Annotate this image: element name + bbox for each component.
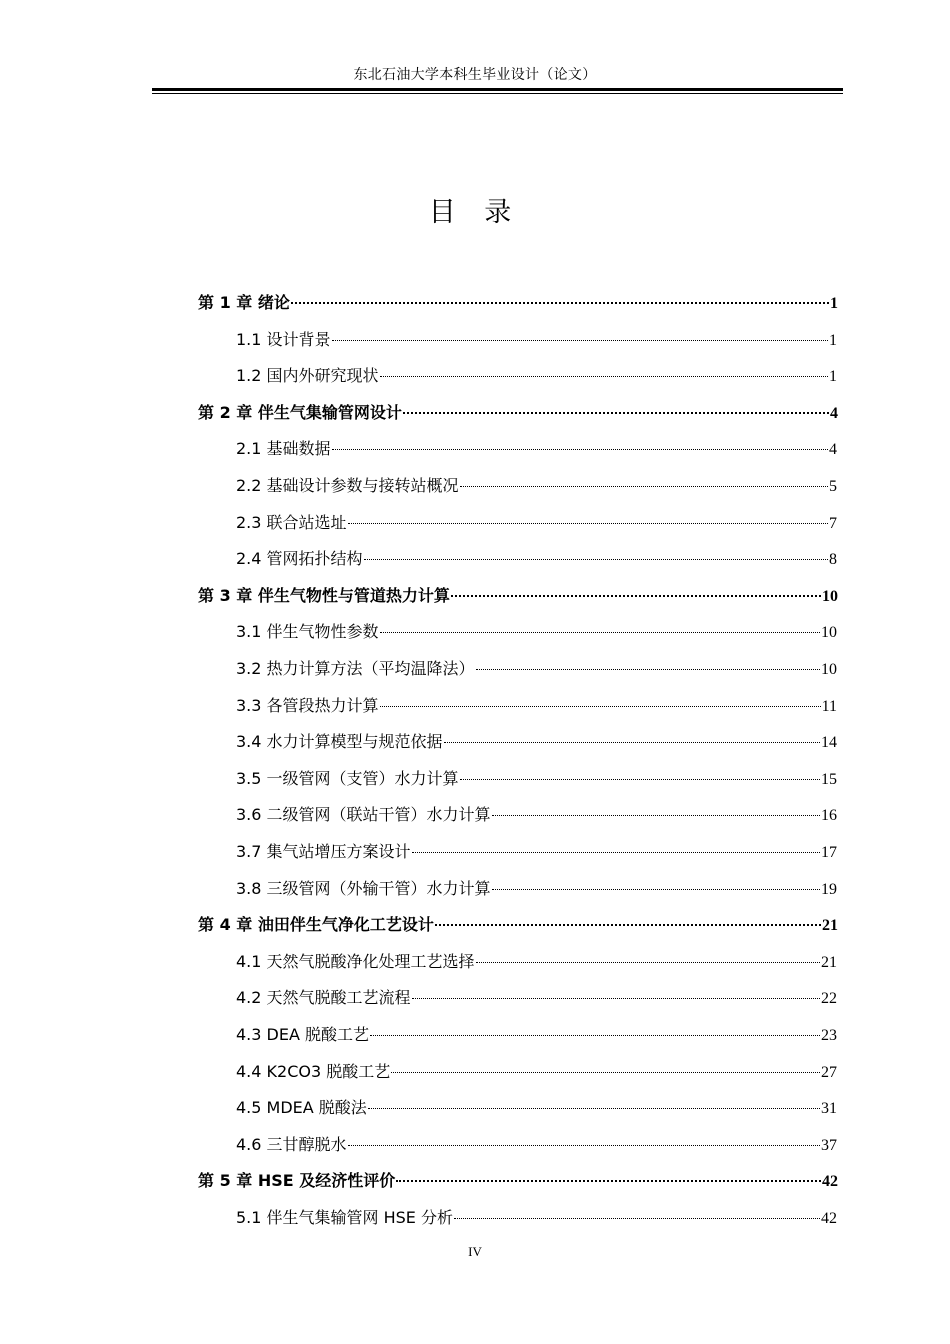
toc-dot-leader — [291, 296, 829, 304]
toc-entry-page: 4 — [830, 404, 838, 422]
toc-entry-page: 19 — [821, 880, 837, 898]
toc-chapter-entry — [198, 583, 838, 609]
toc-dot-leader — [444, 736, 820, 743]
toc-entry-label: 4.2 天然气脱酸工艺流程 — [236, 988, 411, 1008]
toc-entry-page: 42 — [821, 1210, 837, 1227]
toc-entry-page: 8 — [829, 551, 837, 569]
toc-dot-leader — [454, 1212, 820, 1219]
toc-entry-label: 2.4 管网拓扑结构 — [236, 549, 363, 569]
toc-dot-leader — [332, 443, 828, 450]
toc-dot-leader — [348, 1139, 820, 1146]
toc-entry-label: 5.1 伴生气集输管网 HSE 分析 — [236, 1208, 454, 1227]
toc-entry-page: 22 — [821, 990, 837, 1008]
toc-entry-page: 5 — [829, 478, 837, 495]
toc-section-entry — [236, 1095, 837, 1121]
toc-entry-label: 3.4 水力计算模型与规范依据 — [236, 732, 443, 752]
toc-entry-label: 1.1 设计背景 — [236, 329, 331, 349]
toc-title: 目 录 — [428, 197, 522, 228]
toc-entry-label: 4.5 MDEA 脱酸法 — [236, 1098, 367, 1118]
toc-entry-page: 21 — [821, 953, 837, 971]
toc-entry-page: 16 — [821, 807, 837, 825]
toc-entry-page: 1 — [829, 331, 837, 349]
toc-entry-label: 2.2 基础设计参数与接转站概况 — [236, 476, 459, 495]
toc-section-entry — [236, 839, 837, 865]
toc-entry-page: 42 — [822, 1173, 838, 1191]
toc-dot-leader — [364, 553, 828, 560]
toc-entry-label: 3.2 热力计算方法（平均温降法） — [236, 659, 475, 678]
toc-section-entry — [236, 1205, 837, 1231]
toc-entry-page: 37 — [821, 1136, 837, 1154]
toc-entry-label: 第 5 章 HSE 及经济性评价 — [198, 1171, 396, 1191]
toc-dot-leader — [380, 370, 828, 377]
toc-entry-label: 1.2 国内外研究现状 — [236, 366, 379, 386]
toc-entry-page: 7 — [829, 514, 837, 532]
page-number: IV — [468, 1244, 482, 1259]
header-title: 东北石油大学本科生毕业设计（论文） — [353, 67, 597, 83]
toc-entry-label: 3.3 各管段热力计算 — [236, 695, 379, 715]
toc-entry-page: 31 — [821, 1100, 837, 1118]
toc-dot-leader — [412, 992, 820, 999]
toc-entry-label: 第 2 章 伴生气集输管网设计 — [198, 402, 402, 422]
toc-entry-label: 4.1 天然气脱酸净化处理工艺选择 — [236, 951, 475, 971]
toc-entry-page: 10 — [821, 661, 837, 678]
toc-entry-page: 21 — [822, 917, 838, 935]
toc-dot-leader — [380, 700, 821, 707]
header-rule-thin — [152, 93, 843, 94]
toc-section-entry — [236, 802, 837, 828]
toc-entry-page: 23 — [821, 1027, 837, 1044]
toc-section-entry — [236, 363, 837, 389]
toc-dot-leader — [368, 1102, 820, 1109]
toc-chapter-entry — [198, 290, 838, 316]
toc-section-entry — [236, 693, 837, 719]
toc-entry-label: 第 3 章 伴生气物性与管道热力计算 — [198, 585, 450, 605]
toc-section-entry — [236, 985, 837, 1011]
toc-section-entry — [236, 510, 837, 536]
toc-section-entry — [236, 766, 837, 792]
toc-entry-page: 10 — [822, 587, 838, 605]
toc-section-entry — [236, 1022, 837, 1048]
toc-section-entry — [236, 1059, 837, 1085]
toc-dot-leader — [396, 1174, 821, 1182]
toc-entry-label: 4.6 三甘醇脱水 — [236, 1134, 347, 1154]
toc-dot-leader — [348, 517, 828, 524]
toc-entry-page: 1 — [830, 295, 838, 312]
toc-entry-page: 27 — [821, 1063, 837, 1081]
toc-entry-label: 3.7 集气站增压方案设计 — [236, 842, 411, 861]
toc-dot-leader — [451, 589, 821, 597]
toc-entry-label: 3.6 二级管网（联站干管）水力计算 — [236, 805, 491, 825]
toc-section-entry — [236, 656, 837, 682]
toc-entry-label: 3.5 一级管网（支管）水力计算 — [236, 768, 459, 788]
toc-entry-page: 4 — [829, 441, 837, 459]
toc-chapter-entry — [198, 1168, 838, 1194]
toc-entry-page: 1 — [829, 368, 837, 386]
toc-section-entry — [236, 327, 837, 353]
toc-entry-page: 17 — [821, 844, 837, 861]
toc-dot-leader — [492, 883, 820, 890]
toc-entry-page: 15 — [821, 770, 837, 788]
toc-entry-page: 11 — [821, 697, 837, 715]
toc-entry-label: 2.1 基础数据 — [236, 439, 331, 459]
toc-dot-leader — [403, 406, 829, 414]
toc-dot-leader — [435, 918, 821, 926]
toc-section-entry — [236, 473, 837, 499]
toc-chapter-entry — [198, 912, 838, 938]
toc-entry-label: 4.3 DEA 脱酸工艺 — [236, 1025, 369, 1044]
header-rule-thick — [152, 88, 843, 91]
toc-entry-label: 第 1 章 绪论 — [198, 293, 290, 312]
toc-dot-leader — [412, 846, 820, 853]
toc-entry-label: 4.4 K2CO3 脱酸工艺 — [236, 1061, 391, 1081]
toc-dot-leader — [460, 480, 828, 487]
toc-section-entry — [236, 1132, 837, 1158]
toc-section-entry — [236, 619, 837, 645]
toc-dot-leader — [391, 1066, 820, 1073]
toc-entry-page: 10 — [821, 624, 837, 642]
toc-entry-label: 3.1 伴生气物性参数 — [236, 622, 379, 642]
toc-section-entry — [236, 876, 837, 902]
toc-entry-page: 14 — [821, 734, 837, 752]
toc-dot-leader — [332, 334, 828, 341]
toc-dot-leader — [460, 773, 820, 780]
toc-entry-label: 3.8 三级管网（外输干管）水力计算 — [236, 878, 491, 898]
toc-section-entry — [236, 729, 837, 755]
toc-dot-leader — [492, 809, 820, 816]
toc-dot-leader — [380, 626, 820, 633]
toc-section-entry — [236, 436, 837, 462]
toc-dot-leader — [476, 956, 820, 963]
toc-dot-leader — [476, 663, 820, 670]
toc-entry-label: 第 4 章 油田伴生气净化工艺设计 — [198, 915, 434, 935]
toc-entry-label: 2.3 联合站选址 — [236, 512, 347, 532]
toc-chapter-entry — [198, 400, 838, 426]
toc-section-entry — [236, 949, 837, 975]
toc-dot-leader — [370, 1029, 820, 1036]
toc-section-entry — [236, 546, 837, 572]
